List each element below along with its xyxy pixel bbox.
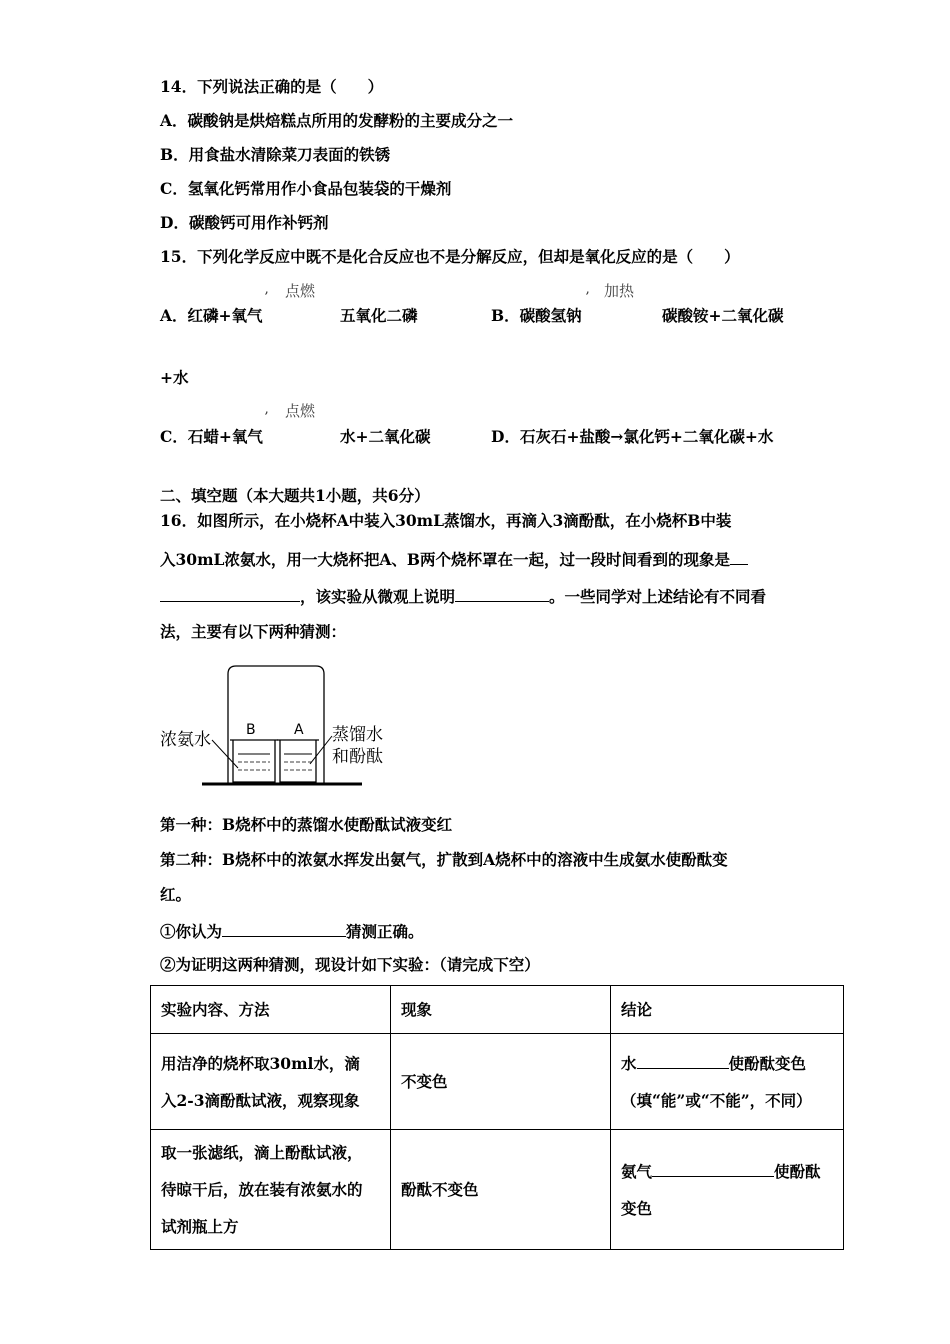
- row1-method: 用洁净的烧杯取30ml水，滴 入2-3滴酚酞试液，观察现象: [151, 1034, 391, 1130]
- item-2: ②为证明这两种猜测，现设计如下实验：（请完成下空）: [160, 955, 540, 974]
- q15-option-b-product: 碳酸铵+二氧化碳: [662, 306, 784, 325]
- q15-option-c-product: 水+二氧化碳: [340, 427, 431, 446]
- q15-a-condition: 点燃: [285, 282, 316, 300]
- q15-option-a-reactants: A．红磷+氧气: [160, 306, 263, 325]
- q15-c-condition: 点燃: [285, 402, 316, 420]
- answer-blank-micro[interactable]: [455, 585, 549, 602]
- row1-phenomenon: 不变色: [391, 1034, 611, 1130]
- answer-blank-phenomenon[interactable]: [160, 585, 300, 602]
- beaker-b: [233, 740, 275, 782]
- row2-phenomenon: 酚酞不变色: [391, 1130, 611, 1250]
- table-header-phenomenon: 现象: [391, 986, 611, 1034]
- q14-option-a: A．碳酸钠是烘焙糕点所用的发酵粉的主要成分之一: [160, 111, 514, 130]
- answer-blank-guess[interactable]: [222, 920, 346, 937]
- answer-blank[interactable]: [730, 548, 748, 565]
- guess-2-cont: 红。: [160, 885, 192, 904]
- guess-2: 第二种：B烧杯中的浓氨水挥发出氨气，扩散到A烧杯中的溶液中生成氨水使酚酞变: [160, 850, 728, 869]
- item-1: ①你认为 猜测正确。: [160, 922, 424, 941]
- guess-1: 第一种：B烧杯中的蒸馏水使酚酞试液变红: [160, 815, 453, 834]
- large-beaker: [228, 666, 324, 784]
- answer-blank-ammonia[interactable]: [652, 1160, 774, 1177]
- figure-label-water: 蒸馏水: [332, 725, 383, 745]
- q15-b-condition: 加热: [604, 282, 635, 300]
- answer-blank-water[interactable]: [637, 1052, 729, 1069]
- q15-stem: 15．下列化学反应中既不是化合反应也不是分解反应，但却是氧化反应的是（ ）: [160, 247, 740, 266]
- experiment-table: [150, 985, 844, 1250]
- reaction-arrow-mark: ,: [586, 285, 590, 296]
- figure-label-b: B: [246, 722, 256, 738]
- q14-option-d: D．碳酸钙可用作补钙剂: [160, 213, 329, 232]
- row2-method: 取一张滤纸，滴上酚酞试液， 待晾干后，放在装有浓氨水的 试剂瓶上方: [151, 1130, 391, 1250]
- q14-option-b: B．用食盐水清除菜刀表面的铁锈: [160, 145, 391, 164]
- table-row: [151, 1034, 844, 1130]
- row1-conclusion: 水 使酚酞变色 （填“能”或“不能”，不同）: [611, 1034, 844, 1130]
- q15-option-b-reactant: B．碳酸氢钠: [491, 306, 582, 325]
- q16-line-3: ，该实验从微观上说明 。一些同学对上述结论有不同看: [160, 585, 766, 607]
- section-title: 二、填空题（本大题共1小题，共6分）: [160, 486, 430, 505]
- figure-label-a: A: [294, 722, 304, 738]
- q15-option-a-product: 五氧化二磷: [340, 306, 418, 325]
- q16-line-2: 入30mL浓氨水，用一大烧杯把A、B两个烧杯罩在一起，过一段时间看到的现象是: [160, 548, 748, 570]
- q15-option-d: D．石灰石+盐酸→氯化钙+二氧化碳+水: [491, 427, 774, 446]
- q15-option-b-product-cont: +水: [160, 368, 189, 387]
- table-header-conclusion: 结论: [611, 986, 844, 1034]
- figure-label-ammonia: 浓氨水: [160, 730, 211, 750]
- reaction-arrow-mark: ,: [265, 285, 269, 296]
- q14-stem: 14．下列说法正确的是（ ）: [160, 77, 384, 96]
- figure-label-phenolphthalein: 和酚酞: [332, 747, 383, 767]
- table-header-row: [151, 986, 844, 1034]
- row2-conclusion: 氨气 使酚酞 变色: [611, 1130, 844, 1250]
- q15-option-c-reactants: C．石蜡+氧气: [160, 427, 263, 446]
- beaker-experiment-figure: [160, 660, 400, 795]
- q14-option-c: C．氢氧化钙常用作小食品包装袋的干燥剂: [160, 179, 452, 198]
- q16-line-4: 法，主要有以下两种猜测：: [160, 622, 347, 641]
- q16-line-1: 16．如图所示，在小烧杯A中装入30mL蒸馏水，再滴入3滴酚酞，在小烧杯B中装: [160, 511, 732, 530]
- beaker-a: [280, 740, 316, 782]
- table-row: [151, 1130, 844, 1250]
- table-header-method: 实验内容、方法: [151, 986, 391, 1034]
- reaction-arrow-mark: ,: [265, 405, 269, 416]
